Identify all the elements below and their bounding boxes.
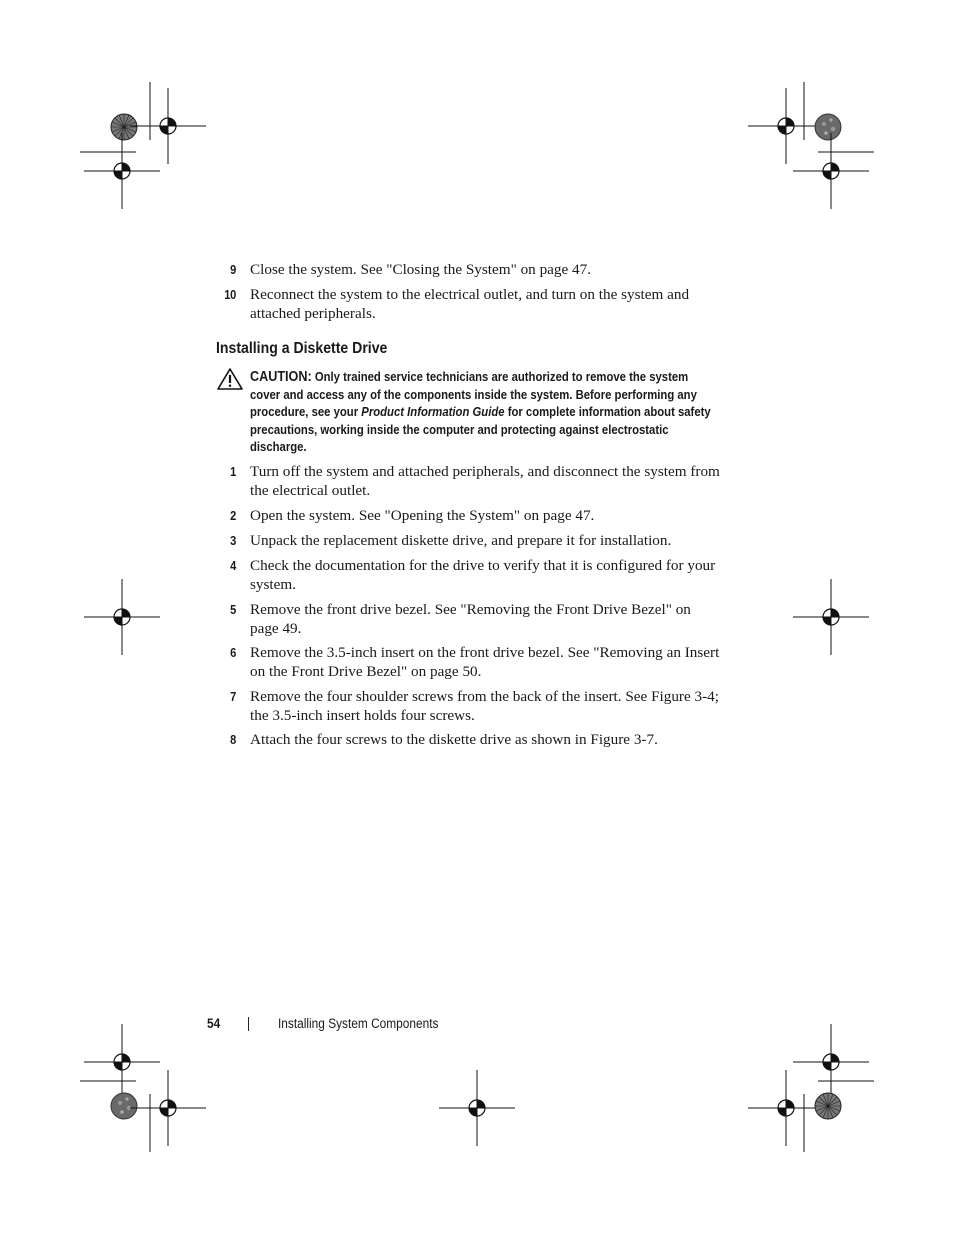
step-number: 8 [230, 732, 236, 747]
step-text: Remove the 3.5-inch insert on the front drive bezel. See "Removing an Insert on the Front Drive Bezel" on page 50. [250, 644, 720, 680]
step-number: 1 [230, 464, 236, 479]
step-text: Close the system. See "Closing the System" on page 47. [250, 261, 592, 278]
step-number: 5 [230, 602, 236, 617]
step-number: 3 [230, 533, 236, 548]
step-number: 9 [230, 262, 236, 277]
footer-chapter-title: Installing System Components [278, 1016, 439, 1031]
caution-text-continued: for complete information about safety precautions, working inside the computer and protecting against electrostatic discharge. [250, 404, 711, 454]
step-text: Unpack the replacement diskette drive, and prepare it for installation. [250, 532, 672, 549]
step-text: Remove the front drive bezel. See "Removing the Front Drive Bezel" on page 49. [250, 601, 691, 637]
footer-divider [248, 1017, 249, 1031]
section-heading: Installing a Diskette Drive [216, 340, 388, 357]
step-text: Remove the four shoulder screws from the back of the insert. See Figure 3-4; the 3.5-inch insert holds four screws. [250, 688, 719, 724]
step-text: Turn off the system and attached peripherals, and disconnect the system from the electrical outlet. [250, 463, 720, 499]
step-text: Reconnect the system to the electrical outlet, and turn on the system and attached peripherals. [250, 286, 690, 322]
step-text: Open the system. See "Opening the System" on page 47. [250, 507, 595, 524]
product-guide-title: Product Information Guide [361, 404, 505, 420]
step-number: 6 [230, 645, 236, 660]
page-number: 54 [207, 1016, 221, 1031]
step-number: 4 [230, 558, 236, 573]
caution-notice [250, 368, 711, 455]
step-text: Check the documentation for the drive to verify that it is configured for your system. [250, 557, 716, 593]
caution-text: Only trained service technicians are authorized to remove the system cover and access any of the components inside the system. Before performing any procedure, see your [250, 369, 697, 420]
step-number: 2 [230, 508, 236, 523]
step-number: 7 [230, 689, 236, 704]
step-number: 10 [224, 287, 236, 302]
step-text: Attach the four screws to the diskette drive as shown in Figure 3-7. [250, 731, 658, 748]
warning-triangle-icon [216, 367, 244, 391]
caution-label: CAUTION: [250, 369, 312, 385]
